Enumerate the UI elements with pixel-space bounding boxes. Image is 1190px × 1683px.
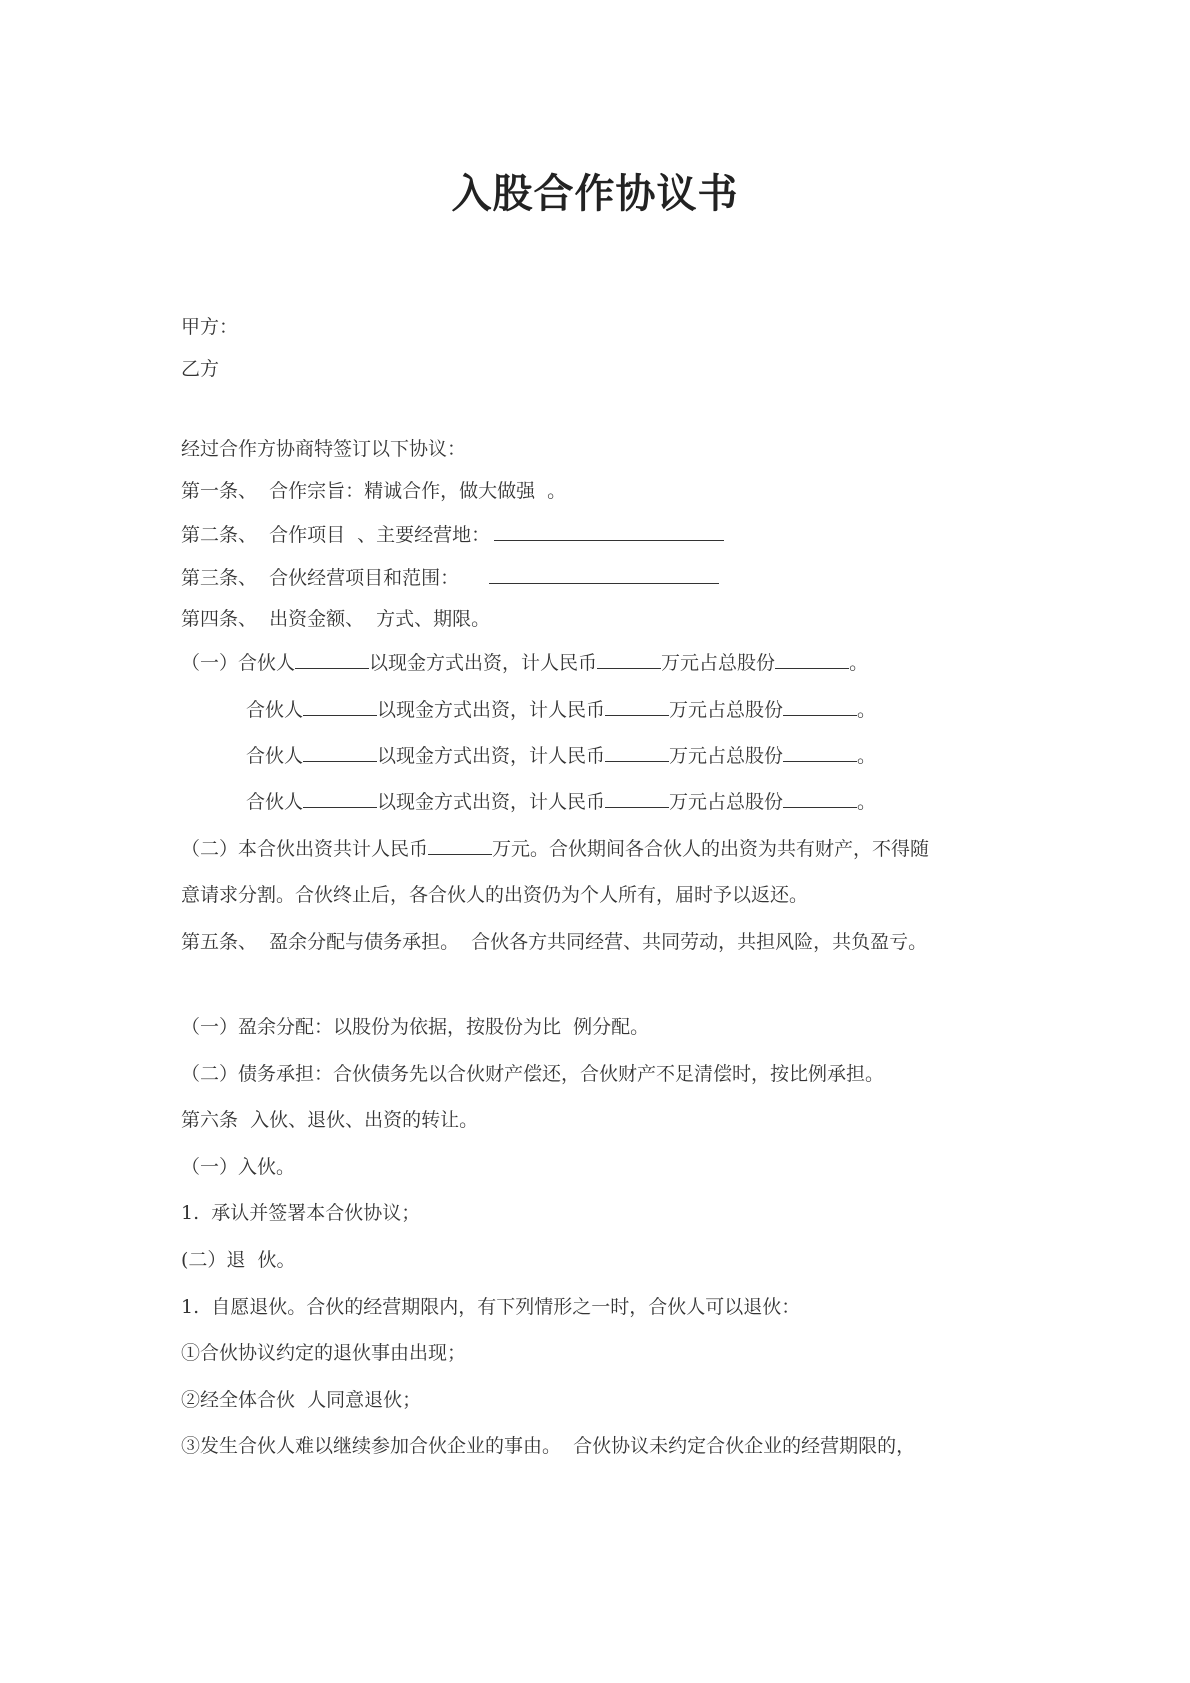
article-5-1: （一）盈余分配：以股份为依据，按股份为比 例分配。: [181, 1016, 650, 1038]
article-6-1: （一）入伙。: [181, 1156, 296, 1178]
amount-blank[interactable]: [605, 789, 669, 808]
article-6-2-clause-2: ②经全体合伙 人同意退伙；: [181, 1389, 422, 1411]
article-6-2-clause-3: ③发生合伙人难以继续参加合伙企业的事由。 合伙协议未约定合伙企业的经营期限的，: [181, 1435, 916, 1457]
share-blank[interactable]: [783, 743, 857, 762]
article-6-2-clause-1: ①合伙协议约定的退伙事由出现；: [181, 1342, 467, 1364]
intro-text: 经过合作方协商特签订以下协议：: [181, 438, 467, 460]
article-1: 第一条、 合作宗旨：精诚合作，做大做强 。: [181, 480, 567, 502]
article-6-2-item-1: 1. 自愿退伙。合伙的经营期限内，有下列情形之一时，合伙人可以退伙：: [181, 1296, 801, 1318]
share-blank[interactable]: [783, 697, 857, 716]
partner-name-blank[interactable]: [303, 697, 377, 716]
partner-name-blank[interactable]: [303, 743, 377, 762]
partner-row-1: （一）合伙人 以现金方式出资，计人民币 万元占总股份 。: [181, 652, 869, 674]
party-a-label: 甲方：: [181, 316, 239, 338]
partner-row-2: 合伙人 以现金方式出资，计人民币 万元占总股份 。: [246, 699, 877, 721]
article-6: 第六条 入伙、退伙、出资的转让。: [181, 1109, 479, 1131]
article-4: 第四条、 出资金额、 方式、期限。: [181, 608, 491, 630]
partner-name-blank[interactable]: [295, 650, 369, 669]
article-6-1-item-1: 1. 承认并签署本合伙协议；: [181, 1202, 421, 1224]
article-6-2: (二）退 伙。: [181, 1249, 296, 1271]
share-blank[interactable]: [783, 789, 857, 808]
article-4-1-prefix: （一）: [181, 652, 239, 674]
article-2: [181, 522, 724, 547]
document-title: 入股合作协议书: [451, 171, 739, 217]
article-3: [181, 565, 719, 590]
partner-name-blank[interactable]: [303, 789, 377, 808]
share-blank[interactable]: [775, 650, 849, 669]
party-b-label: 乙方: [181, 358, 220, 380]
main-location-blank[interactable]: [494, 522, 724, 541]
article-4-2: （二）本合伙出资共计人民币 万元。合伙期间各合伙人的出资为共有财产，不得随: [181, 838, 930, 860]
total-amount-blank[interactable]: [428, 836, 492, 855]
amount-blank[interactable]: [605, 697, 669, 716]
partner-row-3: 合伙人 以现金方式出资，计人民币 万元占总股份 。: [246, 745, 877, 767]
amount-blank[interactable]: [597, 650, 661, 669]
article-4-2-cont: 意请求分割。合伙终止后，各合伙人的出资仍为个人所有，届时予以返还。: [181, 884, 809, 906]
amount-blank[interactable]: [605, 743, 669, 762]
article-2-label: 第二条、 合作项目 、主要经营地：: [181, 524, 491, 546]
business-scope-blank[interactable]: [489, 565, 719, 584]
partner-row-4: 合伙人 以现金方式出资，计人民币 万元占总股份 。: [246, 791, 877, 813]
article-5-2: （二）债务承担：合伙债务先以合伙财产偿还，合伙财产不足清偿时，按比例承担。: [181, 1063, 885, 1085]
article-5: 第五条、 盈余分配与债务承担。 合伙各方共同经营、共同劳动，共担风险，共负盈亏。: [181, 931, 928, 953]
article-3-label: 第三条、 合伙经营项目和范围：: [181, 567, 460, 589]
